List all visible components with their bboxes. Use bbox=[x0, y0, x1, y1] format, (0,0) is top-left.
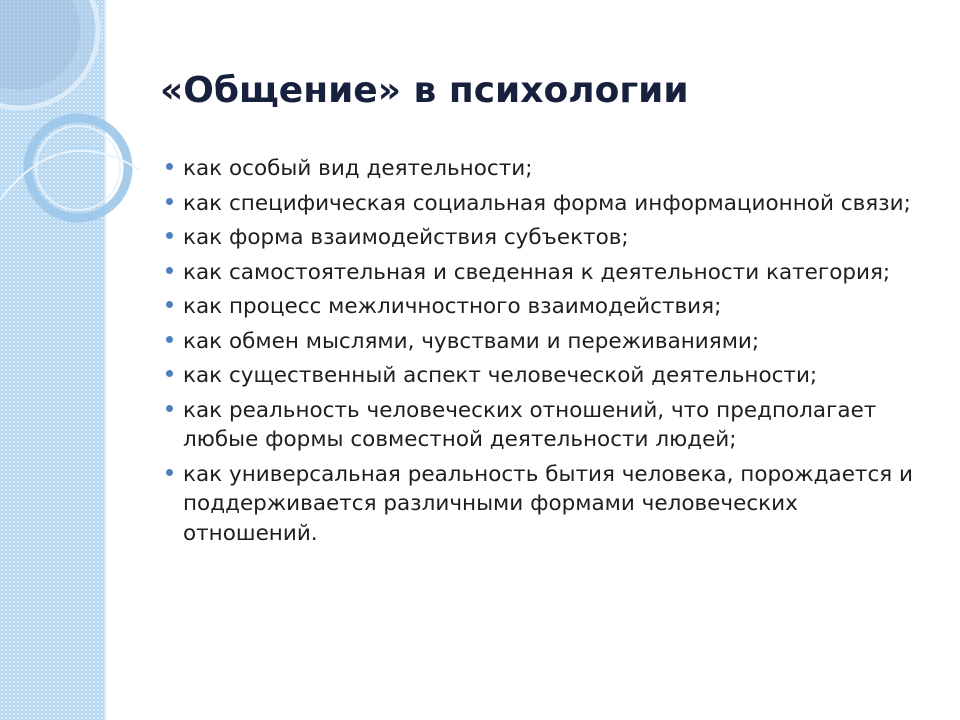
bullet-dot-icon bbox=[166, 370, 173, 377]
bullet-item bbox=[164, 223, 934, 253]
bullet-item bbox=[164, 154, 934, 184]
bullet-item bbox=[164, 361, 934, 391]
bullet-text: как существенный аспект человеческой деятельности; bbox=[183, 363, 818, 388]
bullet-text: как универсальная реальность бытия человека, порождается и поддерживается различными формами человеческих отношений. bbox=[183, 461, 914, 546]
bullet-item bbox=[164, 189, 934, 219]
bullet-item bbox=[164, 292, 934, 322]
bullet-dot-icon bbox=[166, 232, 173, 239]
bullet-item bbox=[164, 258, 934, 288]
bullet-item bbox=[164, 327, 934, 357]
bullet-dot-icon bbox=[166, 405, 173, 412]
bullet-text: как самостоятельная и сведенная к деятельности категория; bbox=[183, 259, 891, 285]
bullet-dot-icon bbox=[166, 163, 173, 170]
bullet-text: как специфическая социальная форма информационной связи; bbox=[183, 190, 911, 216]
bullet-dot-icon bbox=[166, 301, 173, 308]
bullet-dot-icon bbox=[166, 198, 173, 205]
bullet-text: как процесс межличностного взаимодействия; bbox=[183, 294, 722, 319]
decorative-circles bbox=[0, 0, 160, 260]
bullet-text: как особый вид деятельности; bbox=[183, 156, 533, 181]
bullet-text: как обмен мыслями, чувствами и переживаниями; bbox=[183, 328, 760, 354]
bullet-dot-icon bbox=[166, 267, 173, 274]
bullet-dot-icon bbox=[166, 336, 173, 343]
bullet-item bbox=[164, 396, 934, 455]
bullet-dot-icon bbox=[166, 469, 173, 476]
slide-title: «Общение» в психологии bbox=[160, 70, 689, 111]
bullet-text: как форма взаимодействия субъектов; bbox=[183, 225, 629, 250]
bullet-list bbox=[164, 154, 934, 553]
bullet-text: как реальность человеческих отношений, что предполагает любые формы совместной деятельности людей; bbox=[183, 397, 877, 452]
bullet-item bbox=[164, 460, 934, 549]
